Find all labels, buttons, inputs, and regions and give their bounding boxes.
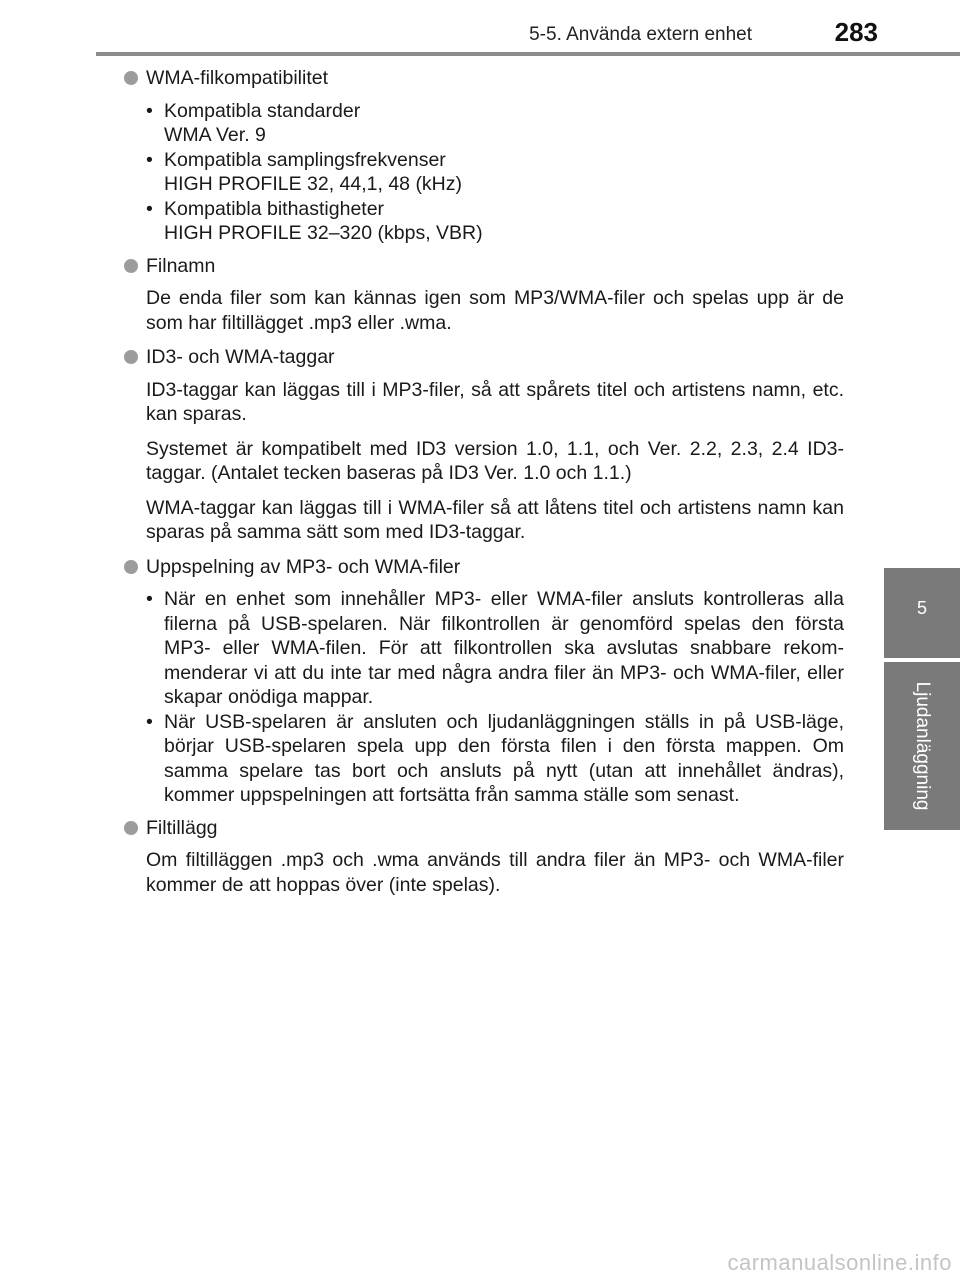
section-id3-wma-tags xyxy=(124,345,844,545)
bullet-list xyxy=(124,99,844,246)
heading-text: WMA-filkompatibilitet xyxy=(146,67,329,89)
paragraph: ID3-taggar kan läggas till i MP3-filer, så att spårets titel och artistens namn, etc. kan sparas. xyxy=(146,378,844,425)
chapter-title: Ljudanläggning xyxy=(912,681,933,811)
list-item: • När en enhet som innehåller MP3- eller WMA-filer ansluts kontrolleras alla filerna på USB-spelaren. När filkontrollen är genomförd spelas den första MP3- eller WMA-filen. För att filkontrollen ska avslutas snabbare rekom-menderar vi att du inte tar med några andra filer än MP3- och WMA-filer, eller skapar onödiga mappar. xyxy=(146,587,844,710)
section-heading xyxy=(124,555,844,580)
heading-text: Uppspelning av MP3- och WMA-filer xyxy=(146,555,461,578)
page-number: 283 xyxy=(834,17,878,47)
paragraph: De enda filer som kan kännas igen som MP3/WMA-filer och spelas upp är de som har filtillägget .mp3 eller .wma. xyxy=(146,287,844,334)
bullet-dot-icon xyxy=(124,821,138,835)
section-file-extensions xyxy=(124,816,844,898)
heading-text: Filnamn xyxy=(146,254,216,277)
bullet-list xyxy=(124,587,844,808)
watermark: carmanualsonline.info xyxy=(727,1250,952,1275)
page-content xyxy=(124,66,844,907)
header-rule xyxy=(96,52,960,56)
item-label: • Kompatibla bithastigheter xyxy=(164,197,385,220)
chapter-tab xyxy=(884,568,960,658)
section-heading xyxy=(124,816,844,841)
list-item xyxy=(146,148,844,197)
item-value: WMA Ver. 9 xyxy=(164,124,266,146)
chapter-number: 5 xyxy=(916,598,927,618)
bullet-dot-icon xyxy=(124,350,138,364)
chapter-title-tab xyxy=(884,662,960,830)
heading-text: ID3- och WMA-taggar xyxy=(146,346,335,368)
section-playback xyxy=(124,555,844,808)
item-value: HIGH PROFILE 32, 44,1, 48 (kHz) xyxy=(164,173,463,195)
list-item xyxy=(146,99,844,148)
heading-text: Filtillägg xyxy=(146,816,218,839)
section-heading xyxy=(124,254,844,279)
paragraph: Systemet är kompatibelt med ID3 version 1.0, 1.1, och Ver. 2.2, 2.3, 2.4 ID3-taggar. (Antalet tecken baseras på ID3 Ver. 1.0 och 1.1.) xyxy=(146,437,844,484)
bullet-dot-icon xyxy=(124,560,138,574)
list-item xyxy=(146,197,844,246)
section-filename xyxy=(124,254,844,336)
header-section-title: 5-5. Använda extern enhet xyxy=(529,24,752,45)
paragraph: Om filtilläggen .mp3 och .wma används till andra filer än MP3- och WMA-filer kommer de att hoppas över (inte spelas). xyxy=(146,849,844,896)
section-wma-compatibility xyxy=(124,66,844,246)
bullet-dot-icon xyxy=(124,71,138,85)
item-label: • Kompatibla samplingsfrekvenser xyxy=(164,148,446,171)
bullet-dot-icon xyxy=(124,259,138,273)
item-value: HIGH PROFILE 32–320 (kbps, VBR) xyxy=(164,222,483,244)
list-item: • När USB-spelaren är ansluten och ljudanläggningen ställs in på USB-läge, börjar USB-spelaren spela upp den första filen i den första mappen. Om samma spelare tas bort och ansluts på nytt (utan att innehållet ändras), kommer uppspelningen att fortsätta från samma ställe som senast. xyxy=(146,710,844,808)
item-label: • Kompatibla standarder xyxy=(164,99,361,122)
section-heading xyxy=(124,66,844,91)
section-heading xyxy=(124,345,844,370)
paragraph: WMA-taggar kan läggas till i WMA-filer så att låtens titel och artistens namn kan sparas på samma sätt som med ID3-taggar. xyxy=(146,496,844,543)
